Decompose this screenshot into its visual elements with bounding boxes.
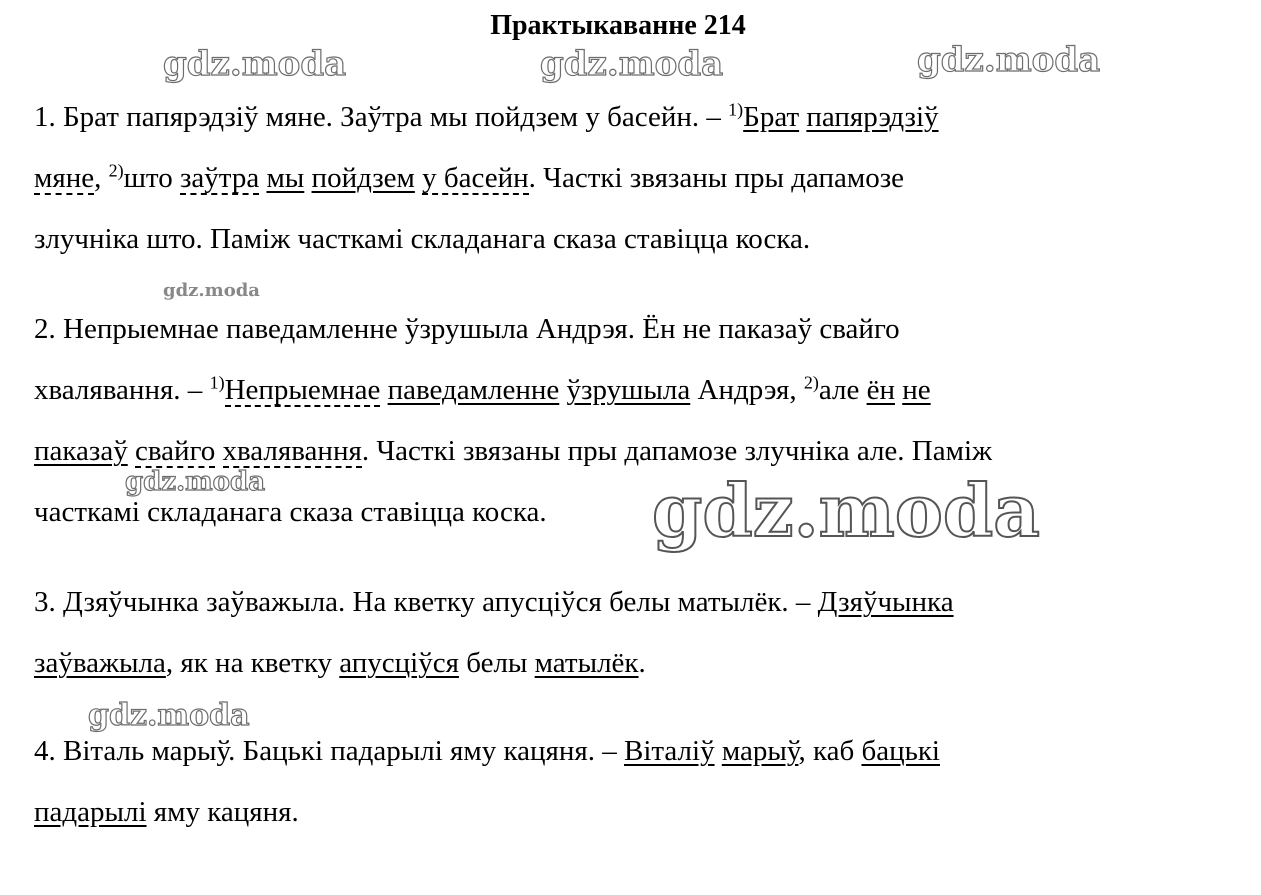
predicate-word: падарылі (34, 796, 147, 828)
predicate-word: ўзрушыла (566, 374, 691, 406)
predicate-word: паказаў (34, 435, 128, 467)
exercise-4-line-2: падарылі яму кацяня. (34, 796, 299, 828)
watermark-logo: gdz.moda (652, 468, 1040, 553)
attribute-word: свайго (135, 435, 216, 467)
subject-word: паведамленне (387, 374, 560, 406)
predicate-word: апусціўся (339, 647, 459, 679)
predicate-word: марыў (721, 735, 799, 767)
attribute-word: Непрыемнае (224, 374, 381, 406)
subject-word: Віталіў (623, 735, 715, 767)
watermark-logo: gdz.moda (88, 698, 250, 733)
watermark-logo: gdz.moda (917, 40, 1101, 80)
object-word: мяне (34, 162, 95, 194)
clause-marker: 1) (728, 99, 744, 120)
exercise-2-line-3: паказаў свайго хвалявання. Часткі звязаны пры дапамозе злучніка але. Паміж (34, 435, 993, 467)
exercise-1-line-1 (34, 99, 939, 135)
subject-word: ён (866, 374, 895, 406)
exercise-1-sentence: 1. Брат папярэдзіў мяне. Заўтра мы пойдзем у басейн. – (34, 101, 729, 133)
exercise-3-line-1 (34, 584, 954, 620)
subject-word: Брат (743, 101, 800, 133)
adverbial-phrase: у басейн (422, 162, 529, 194)
exercise-2-line-2: хвалявання. – $^{1)}$Непрыемнае паведамленне ўзрушыла Андрэя, $^{2)}$але ён не (34, 372, 931, 406)
exercise-4-sentence: 4. Віталь марыў. Бацькі падарылі яму кацяня. – (34, 735, 624, 767)
watermark-logo: gdz.moda (540, 44, 724, 84)
clause-marker: 1) (209, 372, 225, 393)
subject-word: матылёк (534, 647, 639, 679)
object-word: хвалявання (222, 435, 362, 467)
page-title: Практыкаванне 214 (490, 10, 746, 41)
exercise-4-line-1: 4. Віталь марыў. Бацькі падарылі яму кацяня. – Віталіў марыў, каб бацькі (34, 735, 940, 767)
predicate-word: заўважыла (34, 647, 166, 679)
exercise-2-line-4: часткамі складанага сказа ставіцца коска. (34, 496, 547, 528)
exercise-2-line-1: 2. Непрыемнае паведамленне ўзрушыла Андрэя. Ён не паказаў свайго (34, 313, 900, 345)
adverbial-word: заўтра (179, 162, 260, 194)
predicate-word: не (902, 374, 931, 406)
subject-word: бацькі (861, 735, 940, 767)
predicate-word: папярэдзіў (806, 101, 939, 133)
exercise-3-line-2: заўважыла, як на кветку апусціўся белы матылёк. (34, 647, 646, 679)
exercise-1-line-2: мяне, $^{2)}$што заўтра мы пойдзем у басейн. Часткі звязаны пры дапамозе (34, 160, 905, 194)
watermark-logo: gdz.moda (125, 467, 266, 497)
subject-word: Дзяўчынка (817, 586, 954, 618)
exercise-3-sentence: 3. Дзяўчынка заўважыла. На кветку апусціўся белы матылёк. – (34, 586, 818, 618)
clause-marker: 2) (108, 160, 124, 181)
predicate-word: пойдзем (311, 162, 415, 194)
watermark-logo: gdz.moda (163, 44, 347, 84)
subject-word: мы (266, 162, 305, 194)
clause-marker: 2) (803, 372, 819, 393)
watermark-logo: gdz.moda (163, 280, 260, 301)
exercise-1-line-3: злучніка што. Паміж часткамі складанага сказа ставіцца коска. (34, 223, 811, 255)
